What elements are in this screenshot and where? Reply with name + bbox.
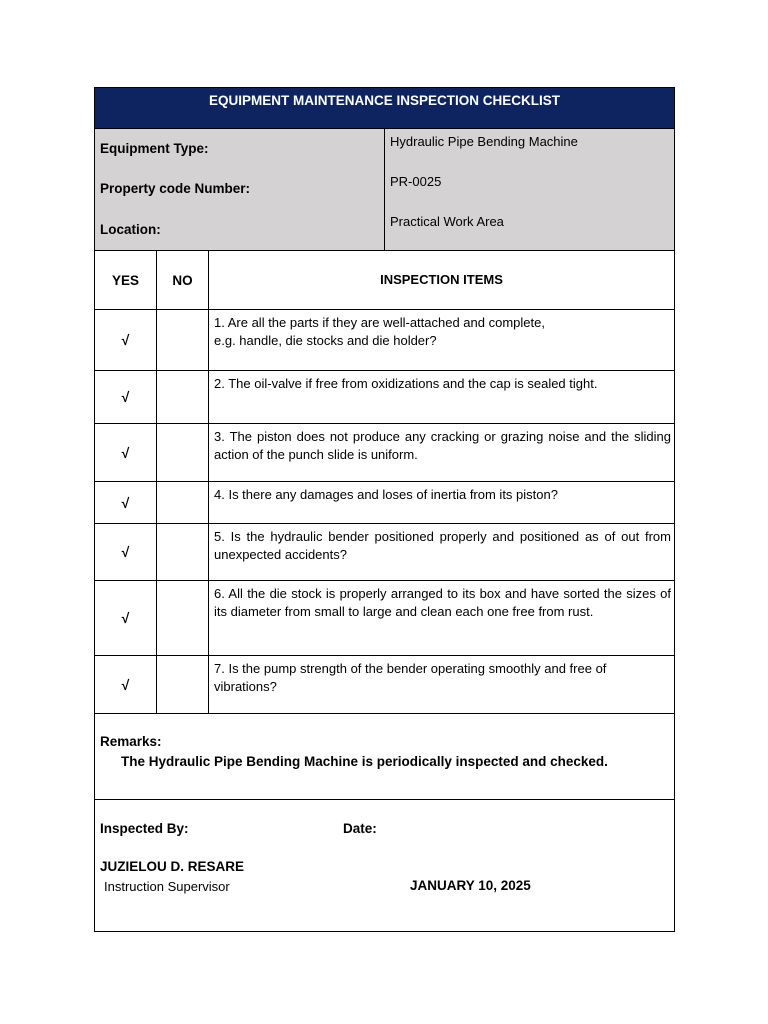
inspected-by-label: Inspected By: [100, 821, 189, 836]
yes-column-header: YES [95, 251, 157, 309]
yes-checkmark: √ [95, 581, 157, 655]
date-label: Date: [343, 821, 377, 836]
inspection-item: 4. Is there any damages and loses of inertia from its piston? [214, 487, 558, 502]
inspection-item: 3. The piston does not produce any cracking or grazing noise and the sliding action of the punch slide is uniform. [214, 429, 671, 462]
inspection-items-header: INSPECTION ITEMS [380, 272, 503, 287]
yes-checkmark: √ [95, 524, 157, 580]
inspection-item: 5. Is the hydraulic bender positioned properly and positioned as of out from unexpected accidents? [214, 529, 671, 562]
table-row [95, 524, 674, 581]
inspection-item: 6. All the die stock is properly arranged to its box and have sorted the sizes of its diameter from small to large and clean each one free from rust. [214, 586, 671, 619]
property-code-value: PR-0025 [390, 174, 442, 189]
yes-checkmark: √ [95, 371, 157, 423]
table-row [95, 424, 674, 482]
no-cell [157, 482, 209, 523]
no-cell [157, 581, 209, 655]
signature-section [95, 800, 674, 931]
yes-checkmark: √ [95, 656, 157, 713]
no-column-header: NO [157, 251, 209, 309]
inspection-item: 7. Is the pump strength of the bender operating smoothly and free of vibrations? [214, 661, 607, 694]
yes-checkmark: √ [95, 482, 157, 523]
equipment-type-label: Equipment Type: [100, 141, 209, 156]
table-row [95, 656, 674, 714]
remarks-text: The Hydraulic Pipe Bending Machine is periodically inspected and checked. [121, 754, 608, 769]
no-cell [157, 424, 209, 481]
remarks-label: Remarks: [100, 734, 162, 749]
inspection-item [209, 310, 674, 370]
remarks-section [95, 714, 674, 800]
equipment-info-labels [95, 129, 385, 250]
yes-checkmark: √ [95, 424, 157, 481]
table-row [95, 310, 674, 371]
no-cell [157, 656, 209, 713]
yes-checkmark: √ [95, 310, 157, 370]
property-code-label: Property code Number: [100, 181, 251, 196]
equipment-info [95, 129, 674, 251]
no-cell [157, 310, 209, 370]
inspection-date: JANUARY 10, 2025 [410, 878, 531, 893]
table-row [95, 371, 674, 424]
equipment-info-values [385, 129, 674, 250]
location-label: Location: [100, 222, 161, 237]
table-row [95, 482, 674, 524]
location-value: Practical Work Area [390, 214, 504, 229]
no-cell [157, 371, 209, 423]
inspector-title: Instruction Supervisor [104, 879, 230, 894]
table-header-row [95, 251, 674, 310]
inspection-item-line: 1. Are all the parts if they are well-attached and complete, [214, 315, 545, 330]
no-cell [157, 524, 209, 580]
table-row [95, 581, 674, 656]
inspector-name: JUZIELOU D. RESARE [100, 859, 245, 874]
inspection-checklist [94, 87, 675, 932]
inspection-item-line: e.g. handle, die stocks and die holder? [214, 333, 437, 348]
inspection-item: 2. The oil-valve if free from oxidizations and the cap is sealed tight. [214, 376, 598, 391]
equipment-type-value: Hydraulic Pipe Bending Machine [390, 134, 578, 149]
checklist-title: EQUIPMENT MAINTENANCE INSPECTION CHECKLIST [95, 88, 674, 129]
